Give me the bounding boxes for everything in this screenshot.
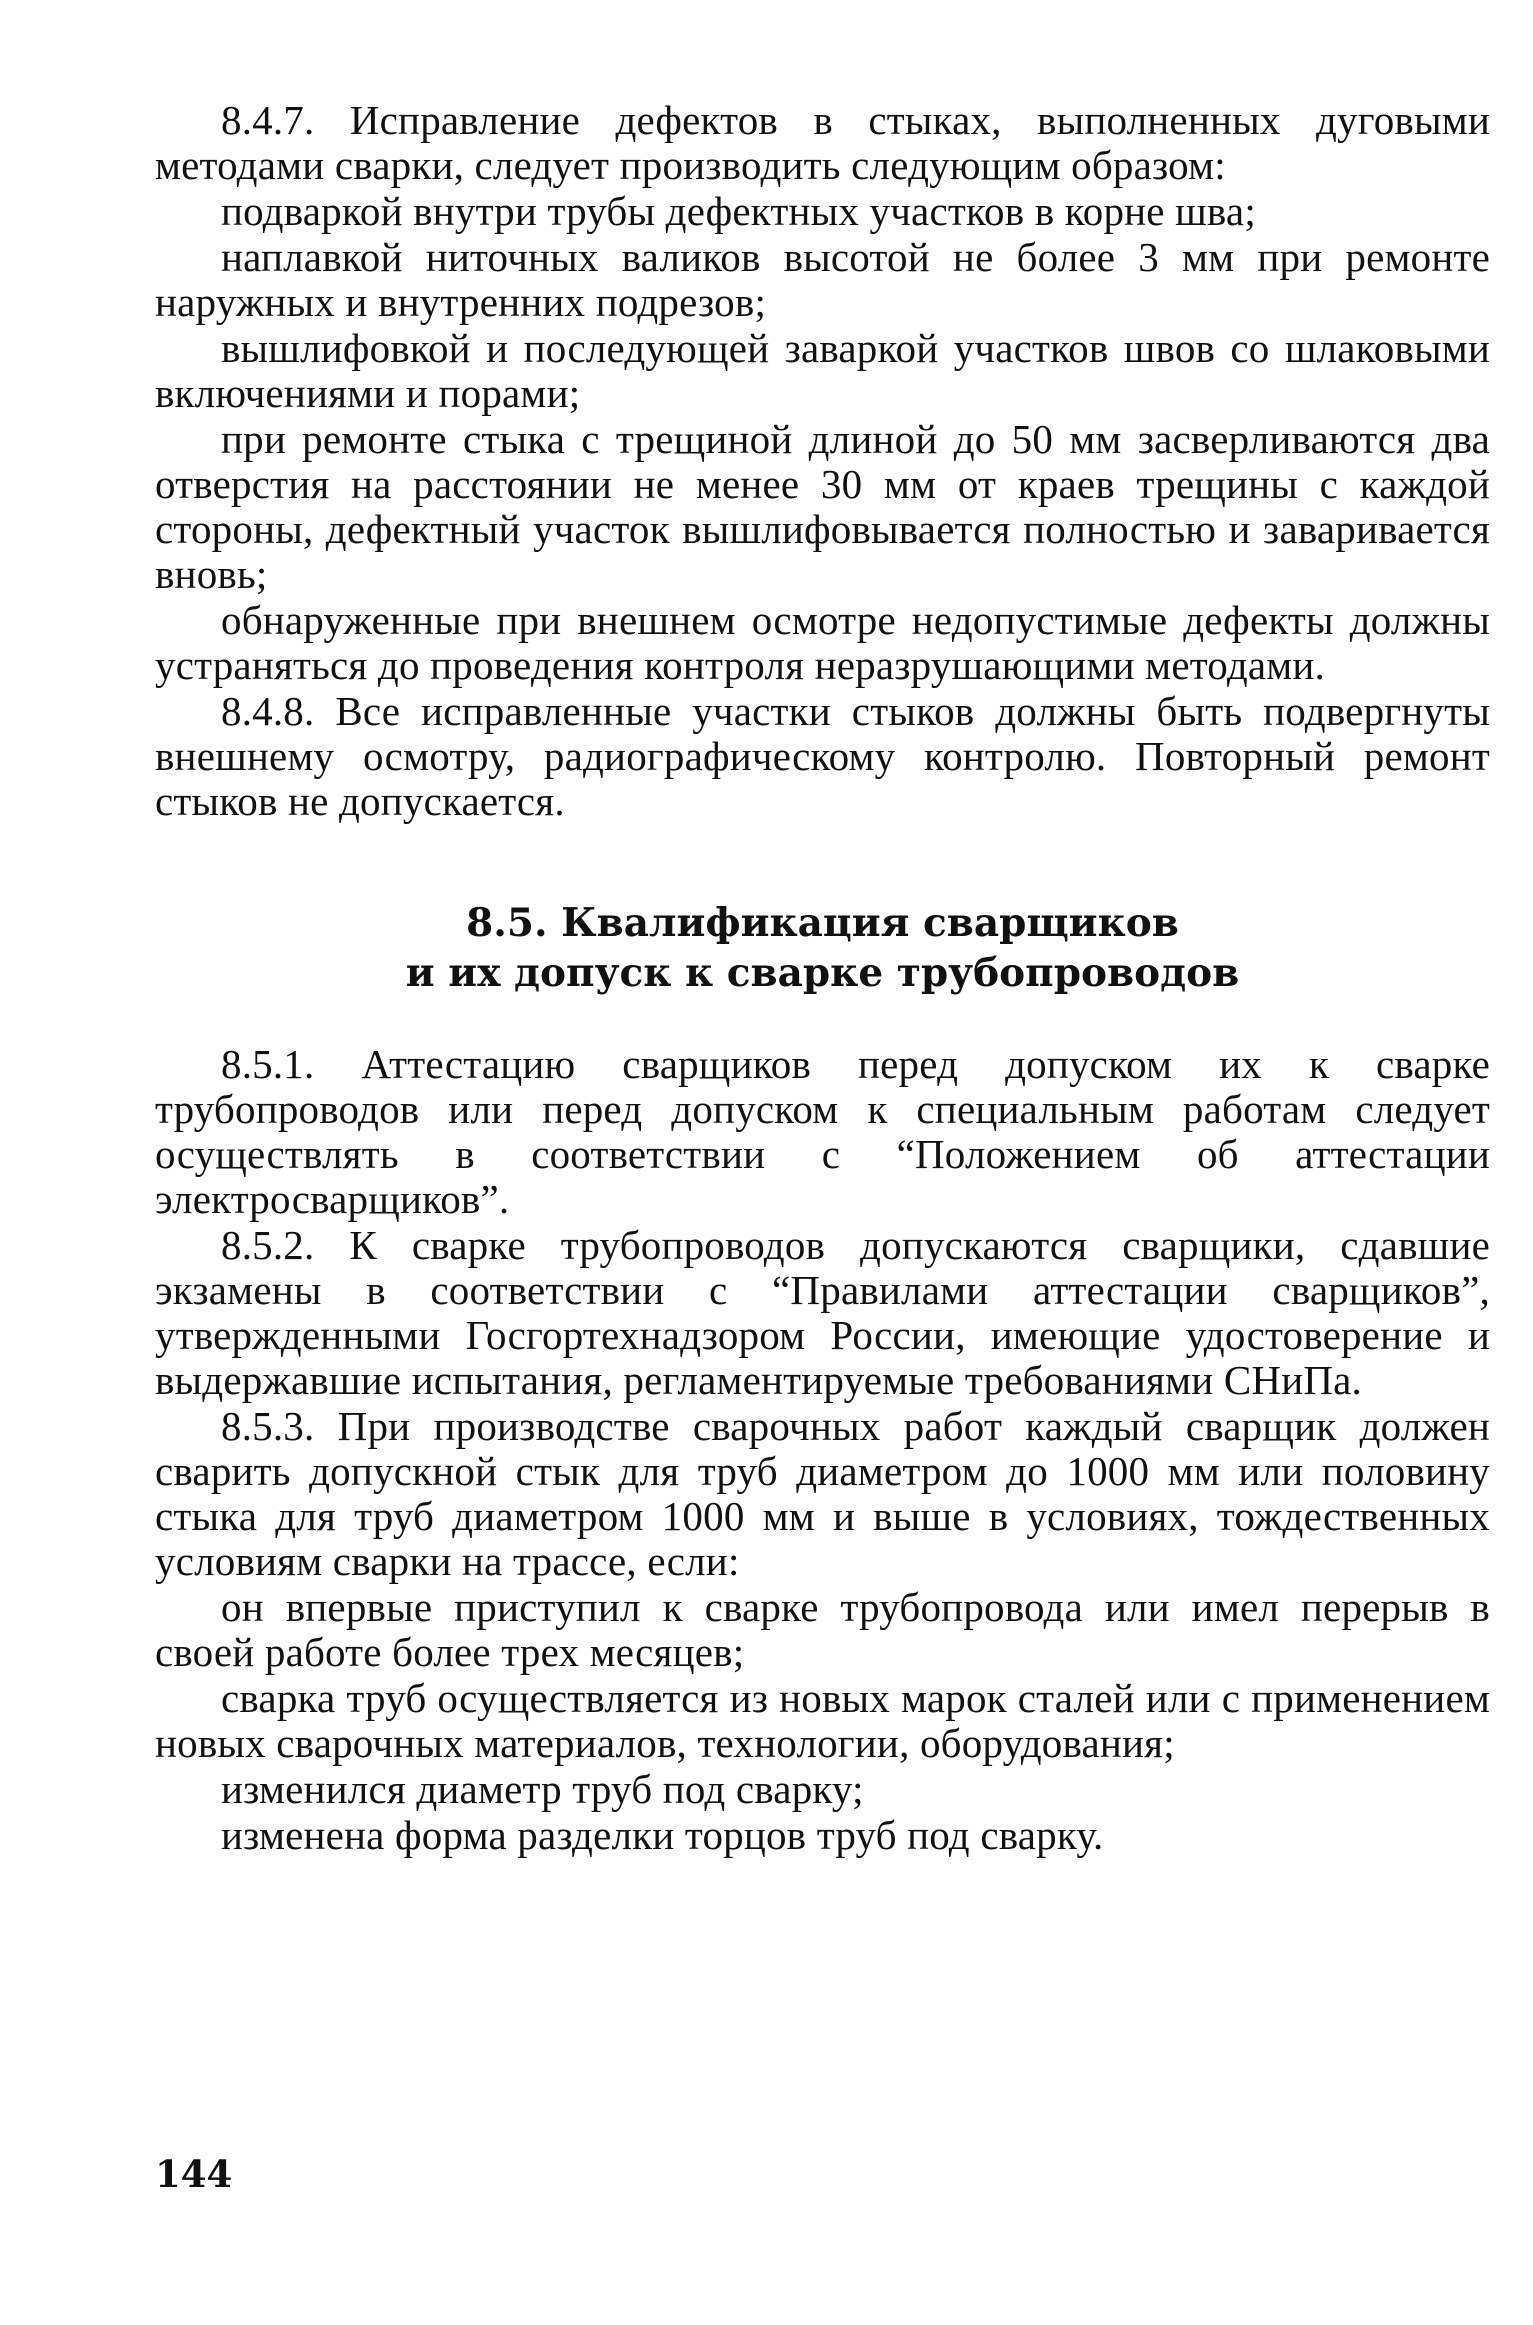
list-item: наплавкой ниточных валиков высотой не более 3 мм при ремонте наружных и внутренних подрезов; bbox=[155, 234, 1490, 325]
list-item: изменена форма разделки торцов труб под сварку. bbox=[221, 1812, 1104, 1858]
paragraph-8-4-8: 8.4.8. Все исправленные участки стыков должны быть подвергнуты внешнему осмотру, радиографическому контролю. Повторный ремонт стыков не допускается. bbox=[155, 688, 1490, 824]
paragraph-8-5-2: 8.5.2. К сварке трубопроводов допускаются сварщики, сдавшие экзамены в соответствии с “Правилами аттестации сварщиков”, утвержденными Госгортехнадзором России, имеющие удостоверение и выдержавшие испытания, регламентируемые требованиями СНиПа. bbox=[155, 1222, 1490, 1403]
list-item: изменился диаметр труб под сварку; bbox=[221, 1766, 864, 1812]
paragraph-8-4-7-intro: 8.4.7. Исправление дефектов в стыках, выполненных дуговыми методами сварки, следует производить следующим образом: bbox=[155, 97, 1490, 188]
list-item: подваркой внутри трубы дефектных участков в корне шва; bbox=[221, 188, 1256, 234]
list-item: вышлифовкой и последующей заваркой участков швов со шлаковыми включениями и порами; bbox=[155, 325, 1490, 416]
list-item: при ремонте стыка с трещиной длиной до 50 мм засверливаются два отверстия на расстоянии не менее 30 мм от краев трещины с каждой стороны, дефектный участок вышлифовывается полностью и заваривается вновь; bbox=[155, 416, 1490, 597]
section-heading bbox=[155, 898, 1490, 998]
document-page bbox=[155, 98, 1490, 1858]
list-item: сварка труб осуществляется из новых марок сталей или с применением новых сварочных материалов, технологии, оборудования; bbox=[155, 1675, 1490, 1766]
paragraph-8-5-1: 8.5.1. Аттестацию сварщиков перед допуском их к сварке трубопроводов или перед допуском к специальным работам следует осуществлять в соответствии с “Положением об аттестации электросварщиков”. bbox=[155, 1041, 1490, 1222]
heading-line-1: 8.5. Квалификация сварщиков bbox=[466, 900, 1179, 946]
list-item: он впервые приступил к сварке трубопровода или имел перерыв в своей работе более трех месяцев; bbox=[155, 1584, 1490, 1675]
list-item: обнаруженные при внешнем осмотре недопустимые дефекты должны устраняться до проведения контроля неразрушающими методами. bbox=[155, 597, 1490, 688]
page-number: 144 bbox=[155, 2152, 233, 2196]
paragraph-8-5-3-intro: 8.5.3. При производстве сварочных работ каждый сварщик должен сварить допускной стык для труб диаметром до 1000 мм или половину стыка для труб диаметром 1000 мм и выше в условиях, тождественных условиям сварки на трассе, если: bbox=[155, 1403, 1490, 1584]
heading-line-2: и их допуск к сварке трубопроводов bbox=[405, 950, 1240, 996]
